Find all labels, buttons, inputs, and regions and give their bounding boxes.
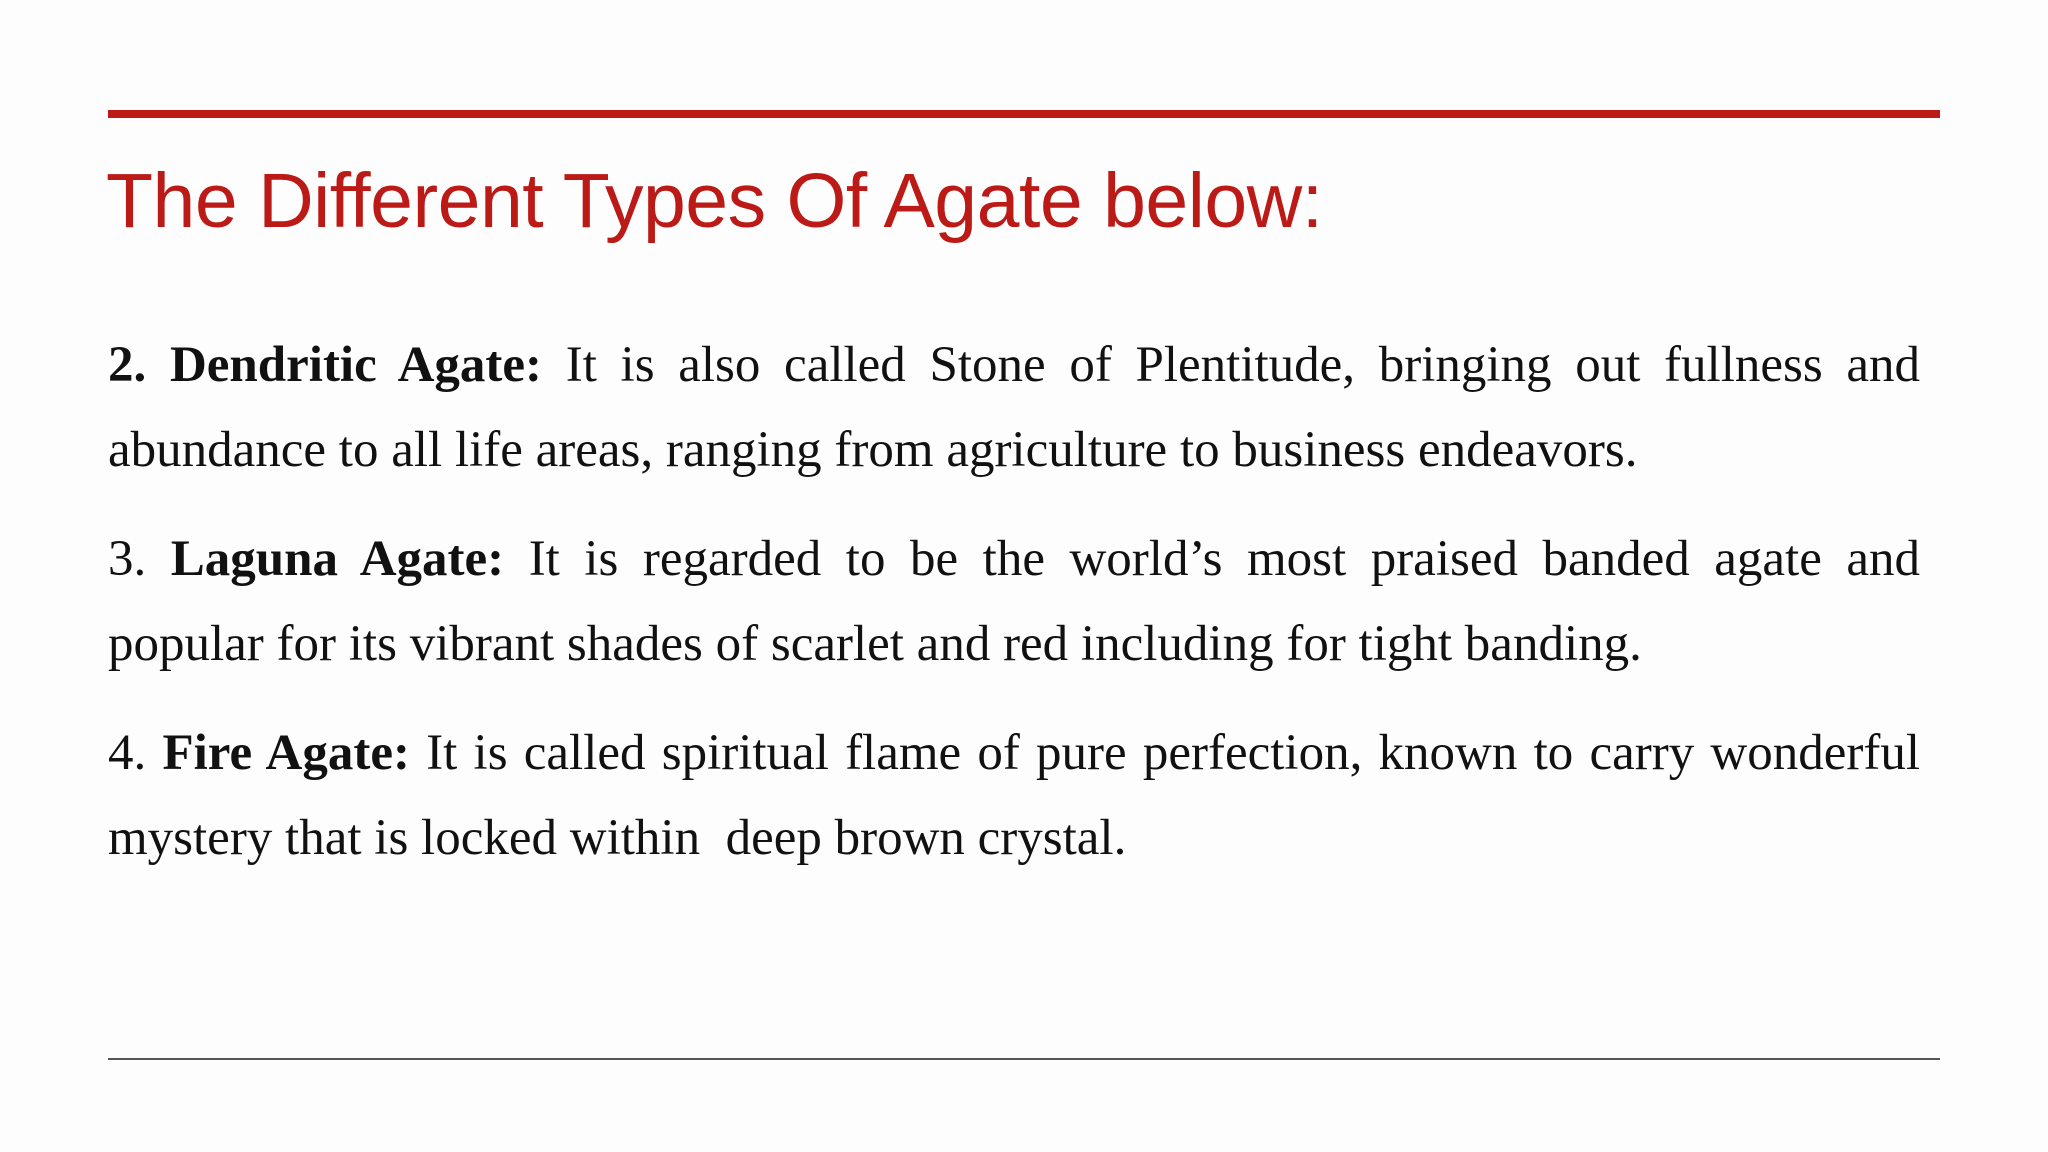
- item-number: 2.: [108, 337, 147, 393]
- item-description: It is also called Stone of Plentitude, bringing out fullness and abundance to all life areas, ranging from agriculture to business endeavors.: [108, 337, 1921, 478]
- agate-item-fire: [108, 711, 1933, 881]
- item-number: 3.: [108, 531, 147, 587]
- agate-item-laguna: [108, 517, 1920, 687]
- slide-title: The Different Types Of Agate below:: [106, 158, 1323, 244]
- item-number: 4.: [108, 725, 147, 781]
- item-description: It is called spiritual flame of pure perfection, known to carry wonderful mystery that is locked within deep brown crystal.: [108, 725, 1933, 866]
- item-name: Laguna Agate:: [170, 531, 505, 587]
- item-description: It is regarded to be the world’s most praised banded agate and popular for its vibrant shades of scarlet and red including for tight banding.: [108, 531, 1921, 672]
- bottom-divider-rule: [108, 1058, 1940, 1060]
- top-accent-rule: [108, 110, 1940, 118]
- item-name: Fire Agate:: [162, 725, 410, 781]
- agate-item-dendritic: [108, 323, 1920, 493]
- item-name: Dendritic Agate:: [169, 337, 543, 393]
